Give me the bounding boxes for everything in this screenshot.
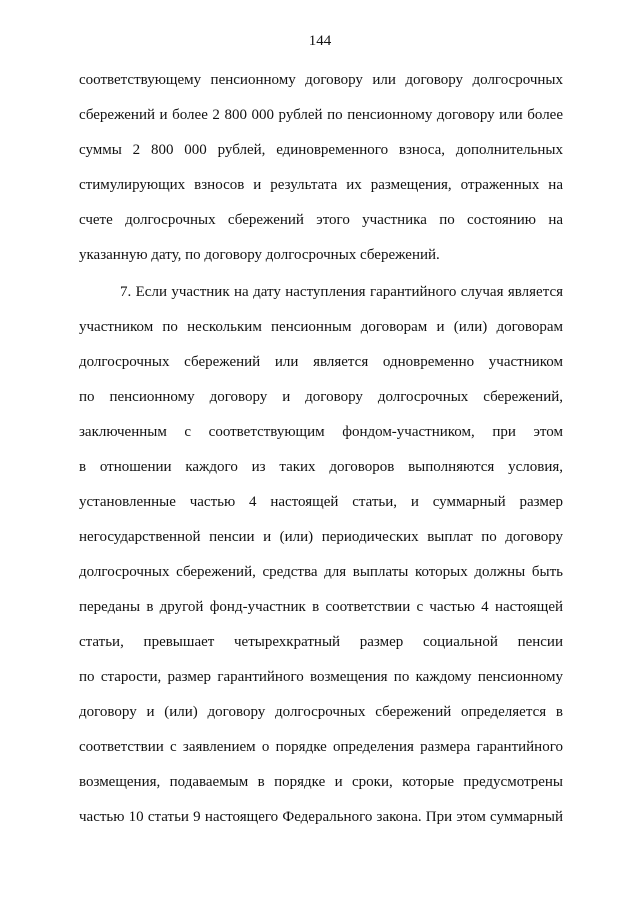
text-line: по пенсионному договору и договору долгосрочных сбережений, [79,389,563,405]
paragraph-start-line: 7. Если участник на дату наступления гарантийного случая является [120,284,563,300]
text-line: соответствующему пенсионному договору или договору долгосрочных [79,72,563,88]
text-line: договору и (или) договору долгосрочных сбережений определяется в [79,704,563,720]
text-line: частью 10 статьи 9 настоящего Федерального закона. При этом суммарный [79,809,563,825]
text-line: счете долгосрочных сбережений этого участника по состоянию на [79,212,563,228]
text-line: установленные частью 4 настоящей статьи, и суммарный размер [79,494,563,510]
text-line: участником по нескольким пенсионным договорам и (или) договорам [79,319,563,335]
text-line: негосударственной пенсии и (или) периодических выплат по договору [79,529,563,545]
text-line: указанную дату, по договору долгосрочных сбережений. [79,247,440,263]
text-line: сбережений и более 2 800 000 рублей по пенсионному договору или более [79,107,563,123]
text-line: заключенным с соответствующим фондом-участником, при этом [79,424,563,440]
text-line: переданы в другой фонд-участник в соответствии с частью 4 настоящей [79,599,563,615]
text-line: по старости, размер гарантийного возмещения по каждому пенсионному [79,669,563,685]
text-line: стимулирующих взносов и результата их размещения, отраженных на [79,177,563,193]
text-line: долгосрочных сбережений или является одновременно участником [79,354,563,370]
text-line: суммы 2 800 000 рублей, единовременного взноса, дополнительных [79,142,563,158]
text-line: долгосрочных сбережений, средства для выплаты которых должны быть [79,564,563,580]
text-line: статьи, превышает четырехкратный размер социальной пенсии [79,634,563,650]
page-number: 144 [308,33,332,49]
text-line: возмещения, подаваемым в порядке и сроки, которые предусмотрены [79,774,563,790]
text-line: соответствии с заявлением о порядке определения размера гарантийного [79,739,563,755]
text-line: в отношении каждого из таких договоров выполняются условия, [79,459,563,475]
